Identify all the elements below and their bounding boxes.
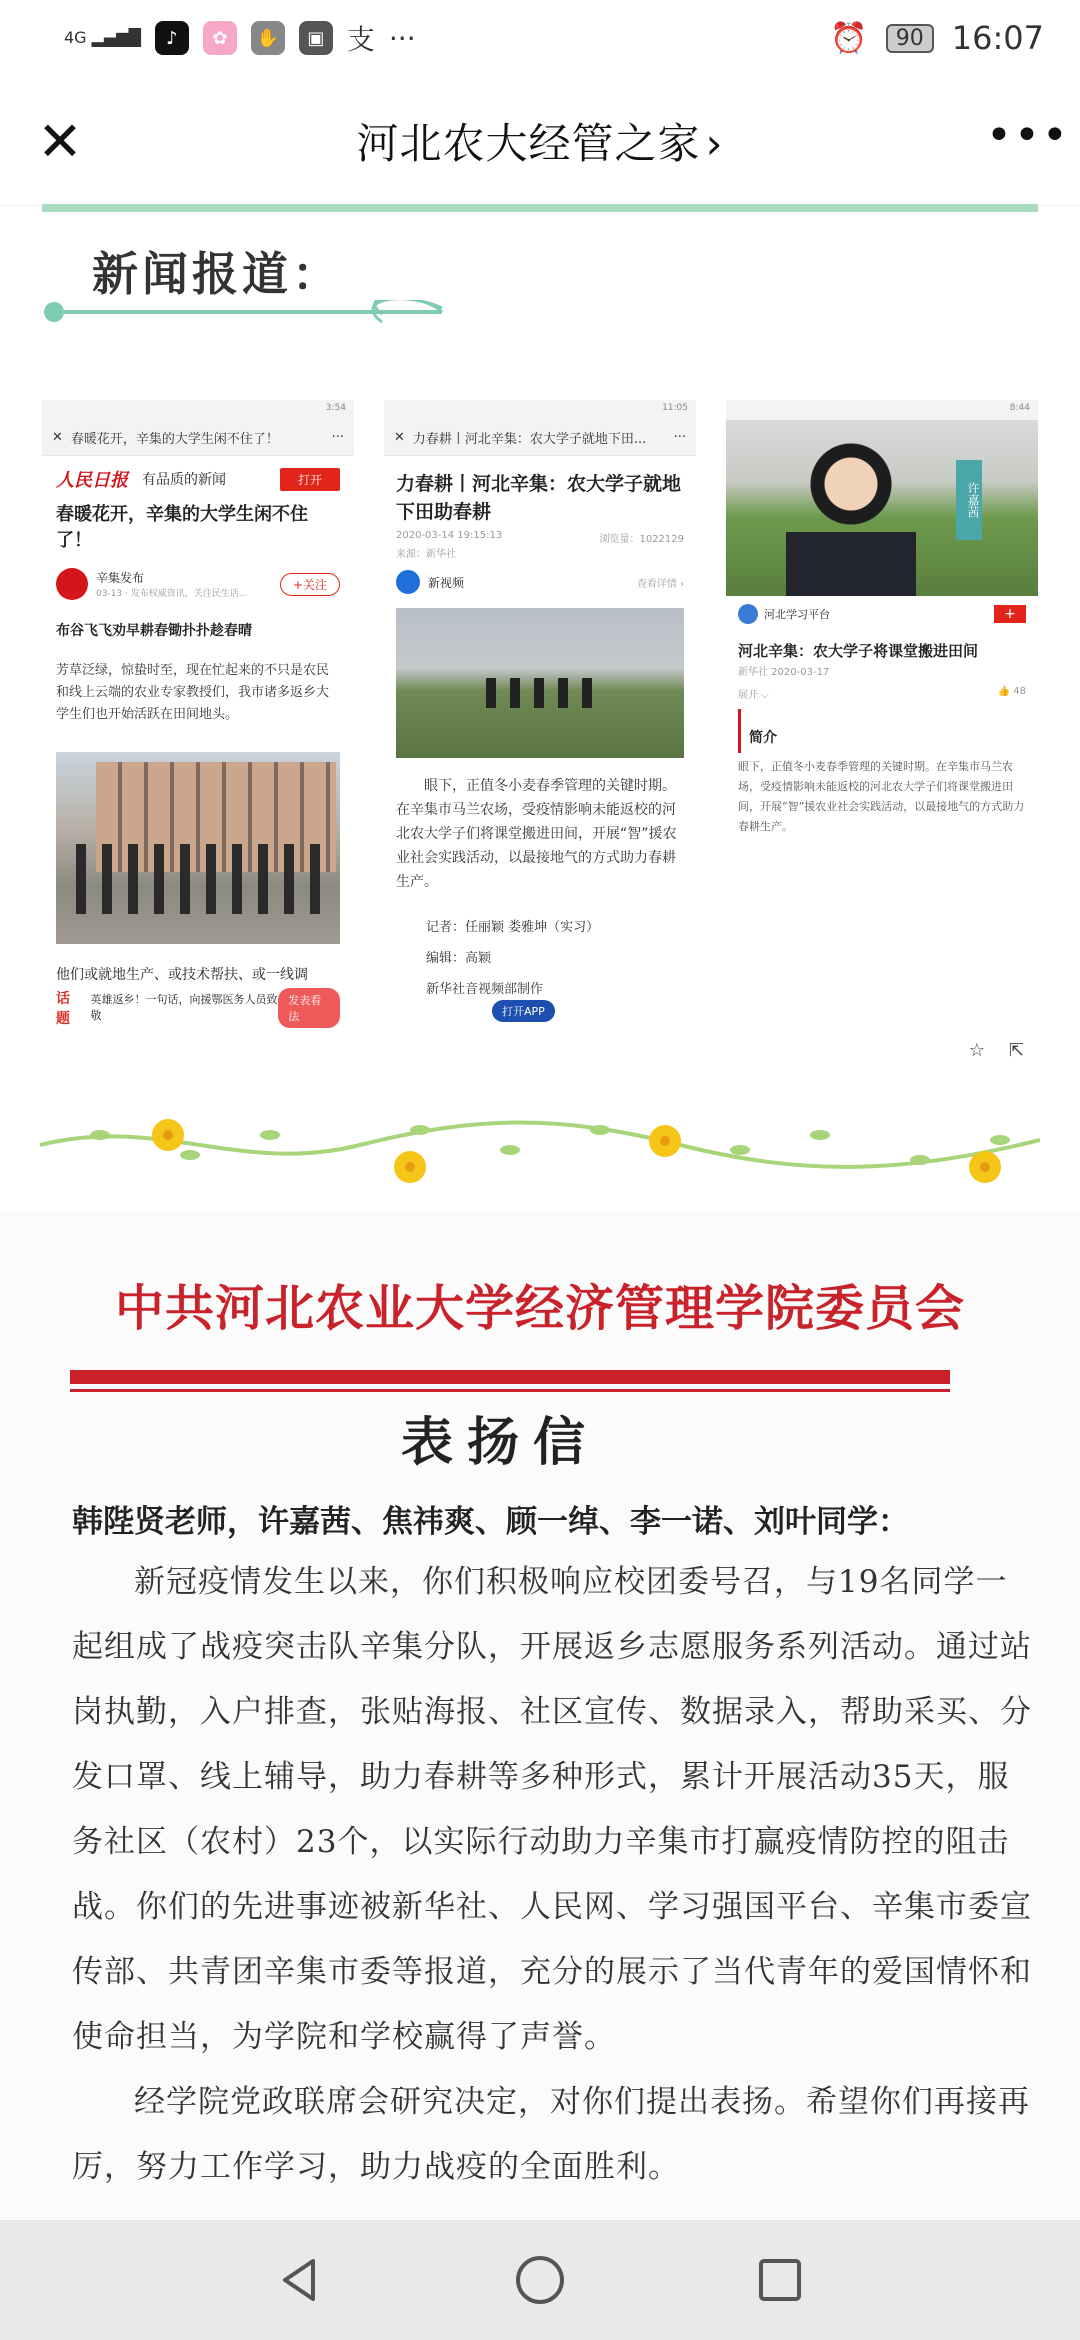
- letter-body: [72, 1550, 1032, 2200]
- news-photo: [56, 752, 340, 944]
- card-topbar-title: 力春耕丨河北辛集：农大学子就地下田...: [412, 432, 647, 447]
- letter-paragraph: 经学院党政联席会研究决定，对你们提出表扬。希望你们再接再厉，努力工作学习，助力战疫的全面胜利。: [72, 2084, 1030, 2185]
- source: 来源：新华社: [396, 549, 456, 560]
- system-nav-bar: [0, 2220, 1080, 2340]
- account-title-button[interactable]: [357, 111, 724, 171]
- card-subheading: 布谷飞飞劝早耕春锄扑扑趁春晴: [56, 623, 252, 639]
- alipay-icon: 支: [346, 23, 375, 56]
- card-status: [384, 400, 696, 420]
- network-type: 4G: [64, 28, 87, 47]
- card-body: 眼下，正值冬小麦春季管理的关键时期。在辛集市马兰农场，受疫情影响未能返校的河北农大学子们将课堂搬进田间，开展“智”援农业社会实践活动，以最接地气的方式助力春耕生产。: [396, 778, 677, 890]
- card-topbar: [42, 420, 354, 456]
- photos-icon: ✿: [203, 21, 237, 55]
- share-icon[interactable]: ⇱: [1008, 1040, 1024, 1061]
- intro-body: 眼下，正值冬小麦春季管理的关键时期。在辛集市马兰农场，受疫情影响未能返校的河北农大学子们将课堂搬进田间，开展“智”援农业社会实践活动，以最接地气的方式助力春耕生产。: [738, 760, 1025, 833]
- video-thumbnail: [396, 608, 684, 758]
- card-time: 8:44: [1009, 403, 1030, 413]
- status-bar: [0, 0, 1080, 76]
- more-notifications: ···: [388, 21, 416, 55]
- brand-slogan: 有品质的新闻: [142, 472, 226, 488]
- intro-label: 简介: [738, 709, 1038, 753]
- card-topbar-title: 春暖花开，辛集的大学生闲不住了！: [70, 432, 279, 447]
- status-right: [830, 19, 1044, 57]
- comment-button: 发表看法: [278, 988, 340, 1028]
- author-row: [42, 558, 354, 610]
- home-icon[interactable]: [500, 2240, 580, 2320]
- divider: [42, 204, 1038, 212]
- card-body: 芳草泛绿，惊蛰时至，现在忙起来的不只是农民和线上云端的农业专家教授们，我市诸多返乡大学生们也开始活跃在田间地头。: [56, 663, 330, 722]
- editor-line: 编辑：高颖: [426, 951, 492, 966]
- star-icon[interactable]: ☆: [968, 1040, 985, 1061]
- card-headline: 春暖花开，辛集的大学生闲不住了！: [56, 504, 308, 551]
- signal-icon: 4G ▂▄▆█: [64, 28, 141, 47]
- platform-name: 河北学习平台: [764, 608, 830, 621]
- red-divider-thin: [70, 1389, 950, 1392]
- view-count: 浏览量：1022129: [599, 534, 684, 545]
- card-status: [42, 400, 354, 420]
- open-app-button: 打开: [280, 468, 340, 491]
- subscribe-button: +: [994, 605, 1026, 623]
- chevron-right-icon: ›: [705, 118, 724, 168]
- commendation-letter: [0, 1210, 1080, 2220]
- news-card-people-daily[interactable]: [42, 400, 354, 1070]
- more-icon: ···: [331, 430, 344, 445]
- platform-row: [726, 596, 1038, 632]
- card-headline: 河北辛集：农大学子将课堂搬进田间: [738, 642, 979, 660]
- details-link: 查看详情 ›: [636, 578, 684, 590]
- author-name: 辛集发布: [96, 571, 145, 585]
- close-icon[interactable]: ✕: [37, 110, 83, 173]
- recents-icon[interactable]: [740, 2240, 820, 2320]
- back-icon[interactable]: [260, 2240, 340, 2320]
- close-icon: ✕: [52, 430, 63, 445]
- open-app-button: 打开APP: [492, 1000, 555, 1022]
- meta: 新华社 2020-03-17: [738, 667, 830, 678]
- topic-text: 英雄返乡！一句话，向援鄂医务人员致敬: [90, 993, 278, 1022]
- avatar: [56, 568, 88, 600]
- card-headline: 力春耕丨河北辛集：农大学子就地下田助春耕: [396, 473, 682, 523]
- author-name: 新视频: [428, 575, 465, 590]
- meta-row: [384, 530, 696, 545]
- hand-icon: ✋: [251, 21, 285, 55]
- battery-icon: 90: [886, 24, 934, 53]
- publish-date: 2020-03-14 19:15:13: [396, 530, 503, 541]
- letter-salutation: 韩陛贤老师，许嘉茜、焦祎爽、顾一绰、李一诺、刘叶同学：: [72, 1504, 909, 1540]
- page-title: 河北农大经管之家: [356, 118, 701, 168]
- letter-title: 表扬信: [400, 1412, 599, 1473]
- expand-row: [726, 678, 1038, 709]
- tiktok-icon: ♪: [155, 21, 189, 55]
- thumbs-up-icon: 👍: [997, 686, 1014, 697]
- card-time: 3:54: [325, 403, 346, 413]
- red-divider: [70, 1370, 950, 1384]
- follow-button: +关注: [280, 573, 340, 596]
- expand-link: 展开 ⌵: [738, 690, 769, 701]
- status-left: [64, 18, 416, 58]
- video-thumbnail: [726, 420, 1038, 596]
- section-heading: 新闻报道：: [92, 247, 342, 301]
- heading-underline-decoration: [42, 300, 482, 340]
- footer-line: 新华社音视频部制作: [426, 982, 544, 997]
- author-row: [384, 560, 696, 604]
- flower-vine-decoration: [40, 1105, 1040, 1195]
- more-icon[interactable]: •••: [986, 110, 1070, 161]
- like-count: 48: [1013, 686, 1026, 697]
- huawei-icon: ▣: [299, 21, 333, 55]
- reporter-line: 记者：任丽颖 娄雅坤（实习）: [426, 920, 600, 935]
- news-card-xinhua[interactable]: [384, 400, 696, 1070]
- video-caption: 许嘉茜: [956, 460, 982, 540]
- news-card-xuexi[interactable]: [726, 400, 1038, 1070]
- top-bar: [0, 76, 1080, 206]
- letter-paragraph: 新冠疫情发生以来，你们积极响应校团委号召，与19名同学一起组成了战疫突击队辛集分队，开展返乡志愿服务系列活动。通过站岗执勤，入户排查，张贴海报、社区宣传、数据录入，帮助采买、分发口罩、线上辅导，助力春耕等多种形式，累计开展活动35天，服务社区（农村）23个，以实际行动助力辛集市打赢疫情防控的阻击战。你们的先进事迹被新华社、人民网、学习强国平台、辛集市委宣传部、共青团辛集市委等报道，充分的展示了当代青年的爱国情怀和使命担当，为学院和学校赢得了声誉。: [72, 1564, 1032, 2055]
- card-topbar: [384, 420, 696, 456]
- brand-row: [42, 456, 354, 498]
- clock: 16:07: [951, 19, 1044, 57]
- card-status: [726, 400, 1038, 420]
- card-actions: [969, 1040, 1024, 1061]
- more-icon: ···: [673, 430, 686, 445]
- close-icon: ✕: [394, 430, 405, 445]
- letter-committee: 中共河北农业大学经济管理学院委员会: [114, 1280, 965, 1337]
- author-meta: 03-13 · 发布权威资讯，关注民生话...: [96, 589, 248, 599]
- avatar: [738, 604, 758, 624]
- avatar: [396, 570, 420, 594]
- card-footer-text: 他们或就地生产、或技术帮扶、或一线调: [56, 967, 308, 983]
- alarm-icon: ⏰: [830, 20, 868, 56]
- card-time: 11:05: [662, 403, 688, 413]
- topic-label: 话题: [56, 991, 70, 1027]
- brand-logo: 人民日报: [56, 470, 128, 491]
- topic-row: [42, 988, 354, 1028]
- likes-row: [998, 686, 1026, 701]
